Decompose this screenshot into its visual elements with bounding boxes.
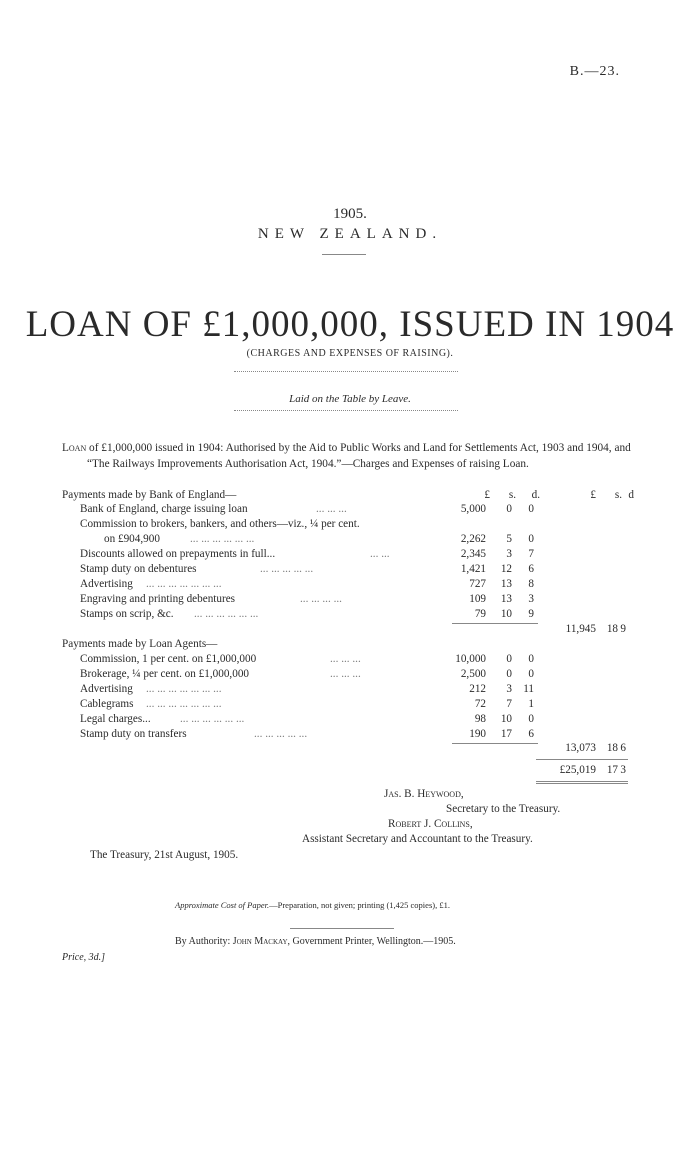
- divider: [290, 928, 394, 929]
- col-header-pounds: £: [590, 489, 596, 501]
- leader-dots: ... ...: [370, 548, 390, 560]
- leader-dots: ... ... ... ... ... ...: [180, 713, 245, 725]
- total-rule: [536, 783, 628, 784]
- amount-shillings: 17: [500, 728, 512, 740]
- year: 1905.: [333, 206, 367, 222]
- amount-pounds: 727: [469, 578, 486, 590]
- amount-pounds: 2,345: [460, 548, 486, 560]
- amount-shillings: 3: [506, 683, 512, 695]
- amount-pence: 0: [528, 533, 534, 545]
- amount-shillings: 0: [506, 503, 512, 515]
- subtotal-shillings: 18: [606, 742, 618, 754]
- amount-shillings: 3: [506, 548, 512, 560]
- amount-pence: 11: [523, 683, 534, 695]
- subtotal-shillings: 18: [606, 623, 618, 635]
- leader-dots: ... ... ... ... ...: [254, 728, 308, 740]
- intro-text: of £1,000,000 issued in 1904: Authorised by the Aid to Public Works and Land for Settlements Act, 1903 and 1904, and “The Railways Improvements Authorisation Act, 1904.”—Charges and Expenses of raising Loan.: [86, 442, 631, 470]
- subtotal-pence: 9: [620, 623, 626, 635]
- col-header-pounds: £: [484, 489, 490, 501]
- amount-shillings: 10: [500, 713, 512, 725]
- leader-dots: ... ... ...: [316, 503, 347, 515]
- amount-pounds: 72: [474, 698, 486, 710]
- table-row-label: Bank of England, charge issuing loan: [80, 503, 248, 515]
- col-header-shillings: s.: [508, 489, 516, 501]
- page-subtitle: (CHARGES AND EXPENSES OF RAISING).: [246, 348, 454, 359]
- subtotal-rule: [452, 623, 538, 624]
- amount-pence: 6: [528, 563, 534, 575]
- leader-dots: ... ... ... ... ...: [260, 563, 314, 575]
- table-row-label: Brokerage, ¼ per cent. on £1,000,000: [80, 668, 250, 680]
- subtotal-pounds: 11,945: [565, 623, 596, 635]
- amount-shillings: 0: [506, 653, 512, 665]
- intro-paragraph: [62, 440, 647, 472]
- divider: [322, 254, 366, 255]
- cost-text: —Preparation, not given; printing (1,425 copies), £1.: [269, 900, 450, 910]
- col-header-pence: d: [628, 489, 634, 501]
- amount-pence: 6: [528, 728, 534, 740]
- leader-dots: ... ... ...: [330, 653, 361, 665]
- amount-pounds: 2,500: [460, 668, 486, 680]
- table-row-label: Advertising: [80, 683, 133, 695]
- leader-dots: ... ... ... ... ... ...: [190, 533, 255, 545]
- col-header-shillings: s.: [614, 489, 622, 501]
- imprint: [175, 936, 456, 947]
- amount-shillings: 7: [506, 698, 512, 710]
- amount-pence: 0: [528, 668, 534, 680]
- table-row-label: Legal charges...: [80, 713, 151, 725]
- signatory-name: Robert J. Collins,: [388, 818, 473, 830]
- subtotal-pence: 6: [620, 742, 626, 754]
- table-row-label: Stamps on scrip, &c.: [80, 608, 174, 620]
- amount-pounds: 10,000: [455, 653, 486, 665]
- amount-pence: 9: [528, 608, 534, 620]
- table-row-label: Engraving and printing debentures: [80, 593, 236, 605]
- table-row-label: Commission to brokers, bankers, and others—viz., ¼ per cent.: [80, 518, 360, 530]
- imprint-rest: , Government Printer, Wellington.—1905.: [287, 936, 456, 947]
- laid-on-table-note: Laid on the Table by Leave.: [289, 393, 411, 405]
- amount-shillings: 12: [500, 563, 512, 575]
- cost-label: Approximate Cost of Paper.: [175, 900, 270, 910]
- amount-pence: 3: [528, 593, 534, 605]
- amount-pounds: 5,000: [460, 503, 486, 515]
- table-row-label: Advertising: [80, 578, 133, 590]
- price: Price, 3d.]: [62, 952, 106, 963]
- amount-shillings: 10: [500, 608, 512, 620]
- cost-note: [175, 900, 450, 910]
- leader-dots: ... ... ... ... ... ... ...: [146, 683, 222, 695]
- leader-dots: ... ... ... ... ... ... ...: [146, 698, 222, 710]
- amount-pounds: 190: [469, 728, 486, 740]
- section-heading: Payments made by Bank of England—: [62, 489, 237, 501]
- signatory-name: Jas. B. Heywood,: [384, 788, 464, 800]
- table-row-label: Cablegrams: [80, 698, 134, 710]
- amount-pounds: 98: [474, 713, 486, 725]
- grand-total-shillings: 17: [606, 764, 618, 776]
- subtotal-rule: [452, 743, 538, 744]
- amount-pence: 7: [528, 548, 534, 560]
- amount-shillings: 0: [506, 668, 512, 680]
- amount-pounds: 79: [474, 608, 486, 620]
- col-header-pence: d.: [531, 489, 540, 501]
- imprint-lead: By Authority:: [175, 936, 233, 947]
- amount-pence: 0: [528, 713, 534, 725]
- leader-dots: ... ... ... ... ... ...: [194, 608, 259, 620]
- grand-total-pence: 3: [620, 764, 626, 776]
- country: NEW ZEALAND.: [257, 226, 443, 242]
- leader-dots: ... ... ... ...: [300, 593, 342, 605]
- amount-pence: 1: [528, 698, 534, 710]
- divider: [234, 410, 458, 411]
- amount-pounds: 2,262: [460, 533, 486, 545]
- amount-shillings: 5: [506, 533, 512, 545]
- intro-lead: Loan: [62, 442, 87, 454]
- section-heading: Payments made by Loan Agents—: [62, 638, 218, 650]
- signatory-title: Secretary to the Treasury.: [446, 803, 561, 815]
- amount-shillings: 13: [500, 593, 512, 605]
- amount-pence: 0: [528, 503, 534, 515]
- page-title: LOAN OF £1,000,000, ISSUED IN 1904: [25, 304, 675, 345]
- signatory-title: Assistant Secretary and Accountant to the Treasury.: [302, 833, 533, 845]
- table-row-label: Discounts allowed on prepayments in full...: [80, 548, 276, 560]
- amount-pence: 8: [528, 578, 534, 590]
- amount-pence: 0: [528, 653, 534, 665]
- table-row-label: Stamp duty on debentures: [80, 563, 197, 575]
- total-rule: [536, 781, 628, 782]
- leader-dots: ... ... ...: [330, 668, 361, 680]
- divider: [234, 371, 458, 372]
- table-row-label: on £904,900: [104, 533, 160, 545]
- place-date: The Treasury, 21st August, 1905.: [90, 849, 239, 861]
- document-reference: B.—23.: [569, 64, 620, 79]
- amount-pounds: 1,421: [460, 563, 486, 575]
- total-rule: [536, 759, 628, 760]
- imprint-printer: John Mackay: [232, 936, 288, 947]
- subtotal-pounds: 13,073: [565, 742, 596, 754]
- amount-shillings: 13: [500, 578, 512, 590]
- amount-pounds: 212: [469, 683, 486, 695]
- amount-pounds: 109: [469, 593, 486, 605]
- table-row-label: Commission, 1 per cent. on £1,000,000: [80, 653, 257, 665]
- leader-dots: ... ... ... ... ... ... ...: [146, 578, 222, 590]
- grand-total-pounds: £25,019: [559, 764, 596, 776]
- table-row-label: Stamp duty on transfers: [80, 728, 187, 740]
